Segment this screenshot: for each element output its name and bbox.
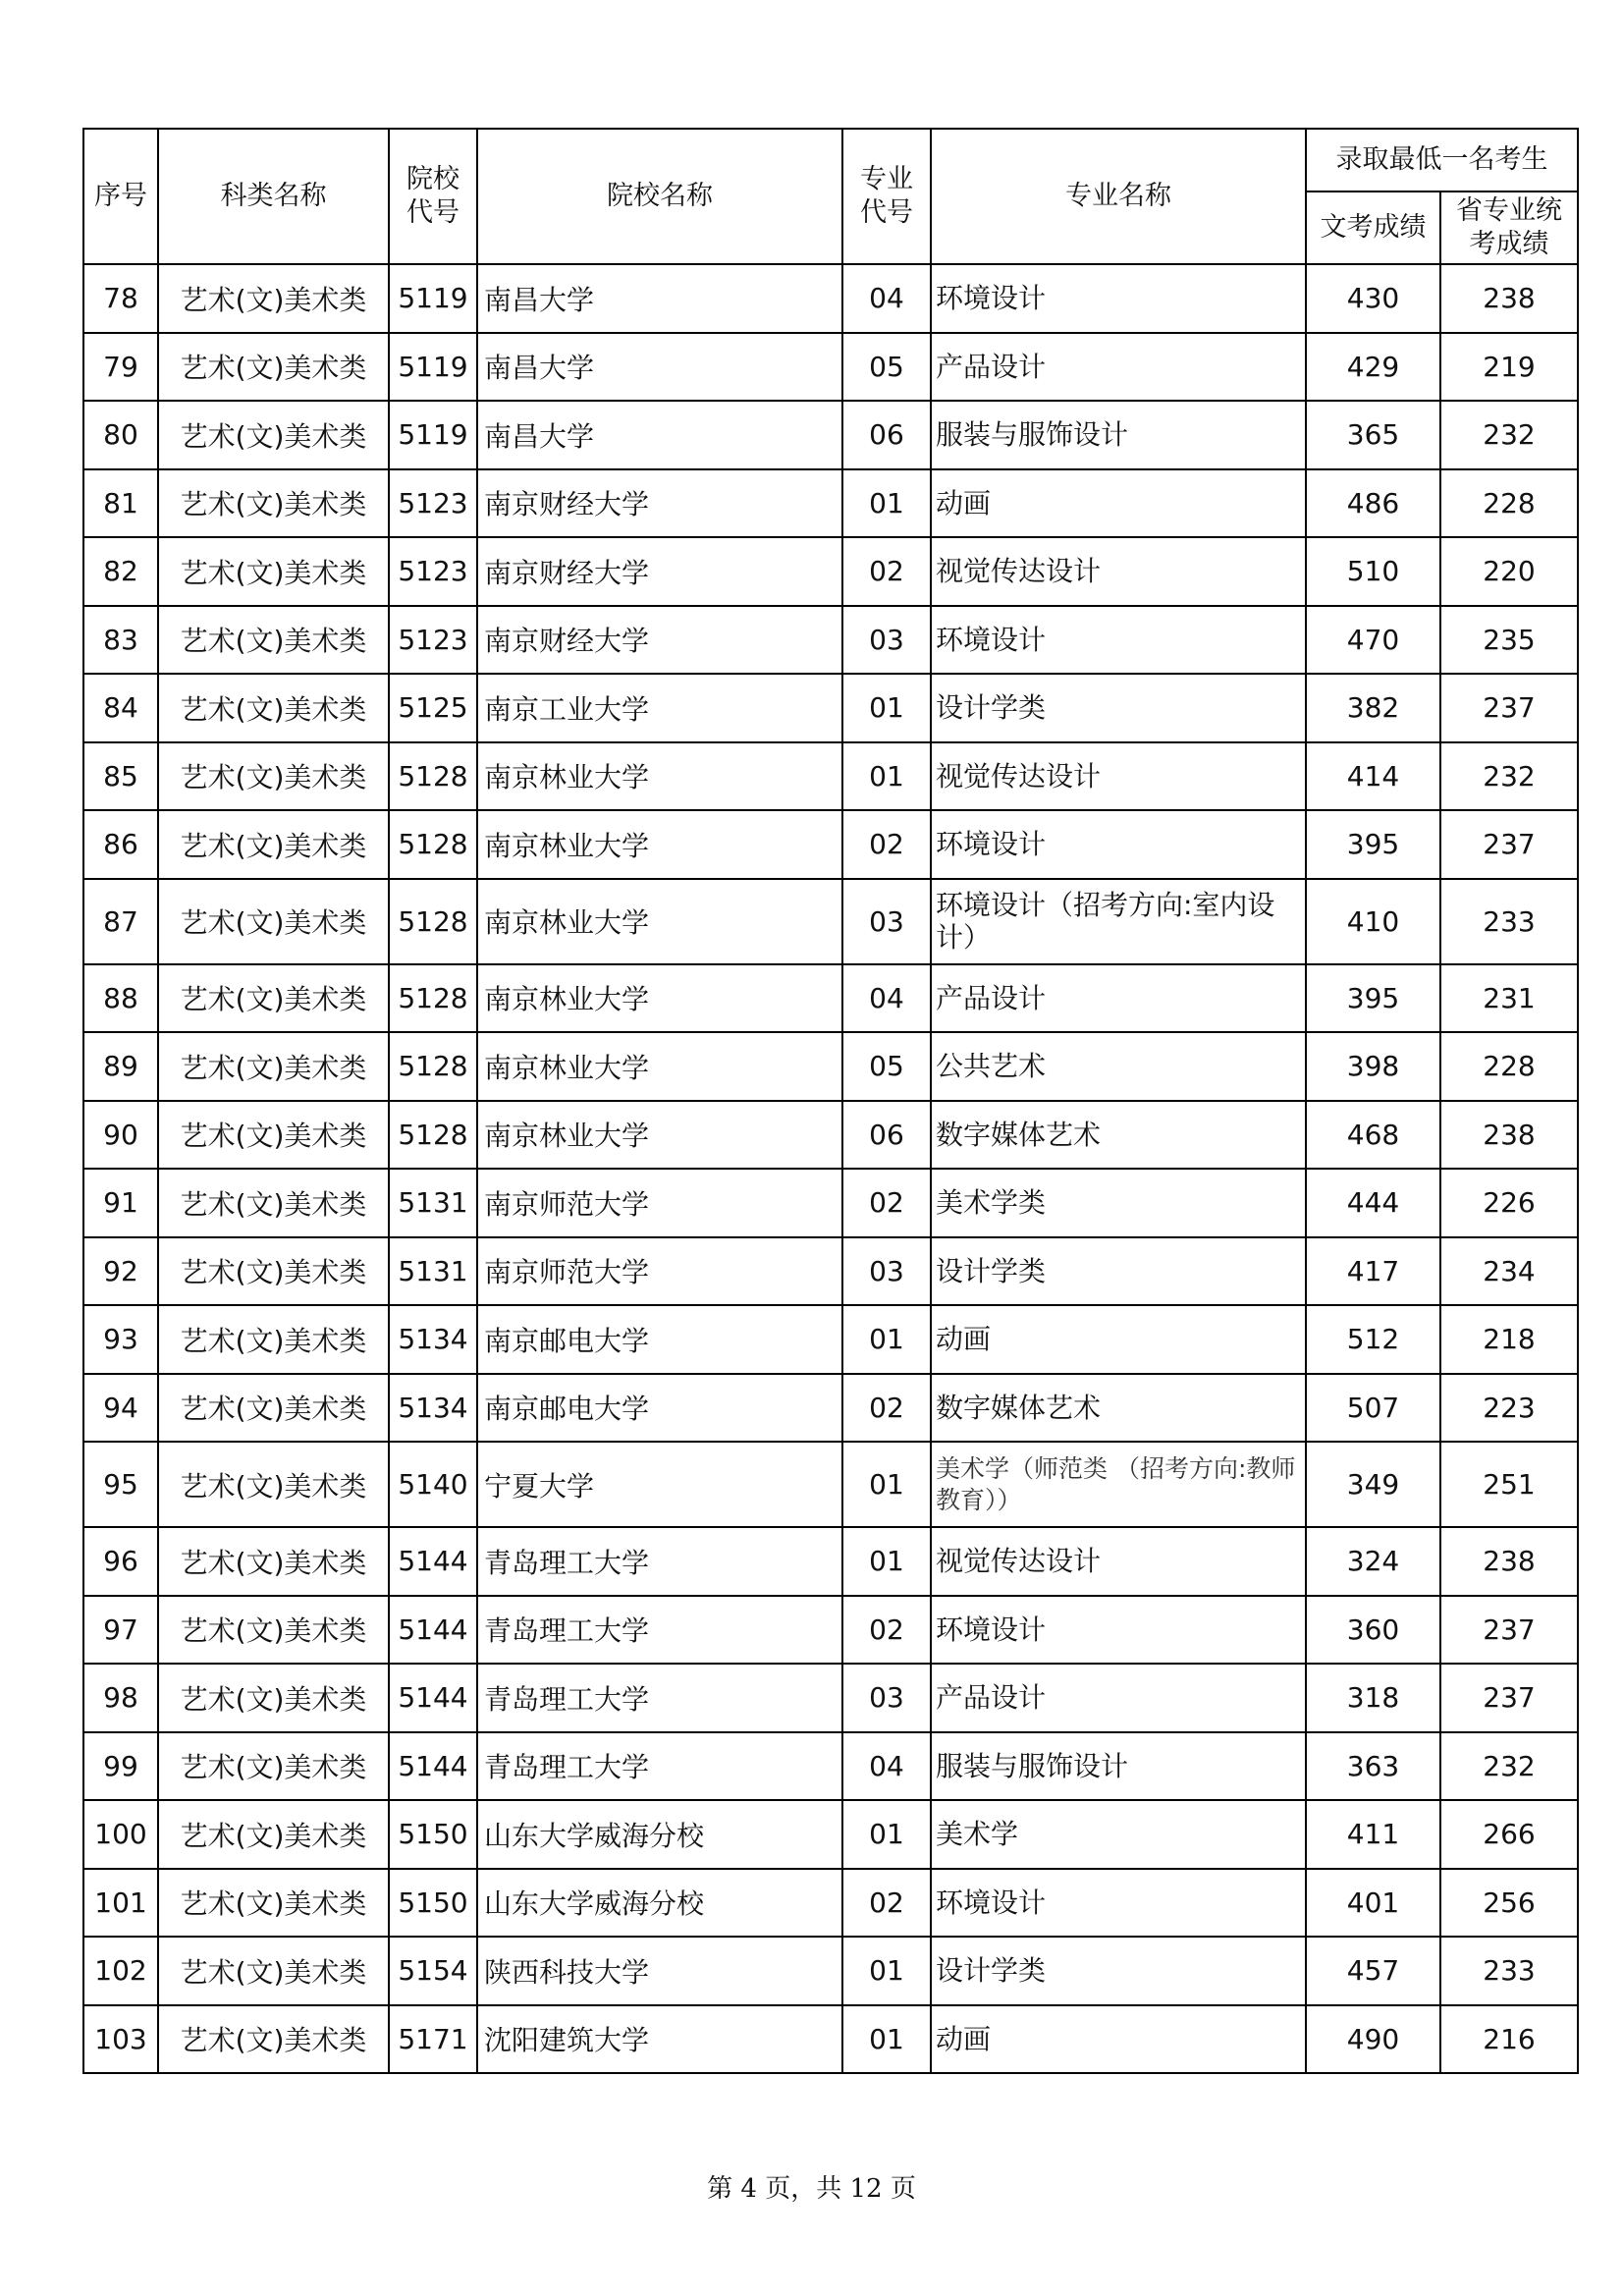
category-cell: 艺术(文)美术类: [158, 674, 389, 742]
province-score-cell: 219: [1440, 333, 1578, 402]
category-cell: 艺术(文)美术类: [158, 264, 389, 333]
table-body: [83, 264, 1578, 2073]
school-code-cell: 5150: [389, 1800, 477, 1869]
major-name-cell: 动画: [931, 1305, 1306, 1374]
table-row: [83, 964, 1578, 1033]
province-score-cell: 266: [1440, 1800, 1578, 1869]
province-score-cell: 237: [1440, 810, 1578, 879]
table-row: [83, 1032, 1578, 1101]
major-name-cell: 环境设计: [931, 606, 1306, 675]
seq-cell: 78: [83, 264, 158, 333]
province-score-cell: 251: [1440, 1442, 1578, 1527]
header-school-code: 院校 代号: [389, 129, 477, 264]
school-code-cell: 5128: [389, 964, 477, 1033]
culture-score-cell: 398: [1306, 1032, 1440, 1101]
table-row: [83, 1374, 1578, 1443]
major-code-cell: 02: [842, 1374, 931, 1443]
seq-cell: 90: [83, 1101, 158, 1170]
table-row: [83, 1527, 1578, 1596]
culture-score-cell: 417: [1306, 1237, 1440, 1306]
table-row: [83, 1664, 1578, 1732]
province-score-cell: 231: [1440, 964, 1578, 1033]
school-code-cell: 5119: [389, 333, 477, 402]
school-code-cell: 5128: [389, 742, 477, 811]
school-code-cell: 5134: [389, 1374, 477, 1443]
category-cell: 艺术(文)美术类: [158, 1869, 389, 1938]
province-score-cell: 218: [1440, 1305, 1578, 1374]
table-row: [83, 1442, 1578, 1527]
category-cell: 艺术(文)美术类: [158, 1169, 389, 1237]
major-name-cell: 数字媒体艺术: [931, 1101, 1306, 1170]
major-code-cell: 04: [842, 264, 931, 333]
province-score-cell: 228: [1440, 469, 1578, 538]
culture-score-cell: 414: [1306, 742, 1440, 811]
province-score-cell: 234: [1440, 1237, 1578, 1306]
seq-cell: 85: [83, 742, 158, 811]
seq-cell: 102: [83, 1937, 158, 2005]
school-code-cell: 5154: [389, 1937, 477, 2005]
major-code-cell: 04: [842, 1732, 931, 1801]
school-code-cell: 5119: [389, 401, 477, 469]
major-code-cell: 03: [842, 1237, 931, 1306]
culture-score-cell: 411: [1306, 1800, 1440, 1869]
category-cell: 艺术(文)美术类: [158, 1374, 389, 1443]
seq-cell: 103: [83, 2005, 158, 2074]
school-code-cell: 5134: [389, 1305, 477, 1374]
province-score-cell: 232: [1440, 1732, 1578, 1801]
culture-score-cell: 490: [1306, 2005, 1440, 2074]
school-code-cell: 5144: [389, 1732, 477, 1801]
province-score-cell: 238: [1440, 1101, 1578, 1170]
province-score-cell: 233: [1440, 1937, 1578, 2005]
category-cell: 艺术(文)美术类: [158, 1101, 389, 1170]
major-name-cell: 美术学: [931, 1800, 1306, 1869]
major-name-cell: 环境设计: [931, 1869, 1306, 1938]
table-row: [83, 1237, 1578, 1306]
admission-table-container: [82, 128, 1577, 2074]
culture-score-cell: 410: [1306, 879, 1440, 964]
major-name-cell: 产品设计: [931, 333, 1306, 402]
major-code-cell: 05: [842, 333, 931, 402]
province-score-cell: 232: [1440, 401, 1578, 469]
table-row: [83, 333, 1578, 402]
header-lowest-admitted-group: 录取最低一名考生: [1306, 129, 1578, 191]
school-code-cell: 5144: [389, 1664, 477, 1732]
culture-score-cell: 429: [1306, 333, 1440, 402]
culture-score-cell: 365: [1306, 401, 1440, 469]
seq-cell: 100: [83, 1800, 158, 1869]
school-name-cell: 青岛理工大学: [477, 1664, 842, 1732]
table-row: [83, 742, 1578, 811]
seq-cell: 93: [83, 1305, 158, 1374]
category-cell: 艺术(文)美术类: [158, 1305, 389, 1374]
school-name-cell: 青岛理工大学: [477, 1527, 842, 1596]
province-score-cell: 256: [1440, 1869, 1578, 1938]
school-code-cell: 5123: [389, 537, 477, 606]
major-name-cell: 设计学类: [931, 674, 1306, 742]
seq-cell: 81: [83, 469, 158, 538]
category-cell: 艺术(文)美术类: [158, 1442, 389, 1527]
category-cell: 艺术(文)美术类: [158, 1664, 389, 1732]
culture-score-cell: 395: [1306, 810, 1440, 879]
seq-cell: 84: [83, 674, 158, 742]
seq-cell: 88: [83, 964, 158, 1033]
school-name-cell: 沈阳建筑大学: [477, 2005, 842, 2074]
header-province-score: 省专业统 考成绩: [1440, 191, 1578, 264]
seq-cell: 97: [83, 1596, 158, 1665]
page-footer: 第 4 页，共 12 页: [707, 2174, 916, 2204]
culture-score-cell: 382: [1306, 674, 1440, 742]
school-name-cell: 南昌大学: [477, 401, 842, 469]
table-row: [83, 606, 1578, 675]
culture-score-cell: 395: [1306, 964, 1440, 1033]
school-name-cell: 南京林业大学: [477, 1032, 842, 1101]
major-code-cell: 03: [842, 606, 931, 675]
major-name-cell: 环境设计: [931, 1596, 1306, 1665]
school-code-cell: 5171: [389, 2005, 477, 2074]
school-name-cell: 青岛理工大学: [477, 1732, 842, 1801]
culture-score-cell: 430: [1306, 264, 1440, 333]
school-name-cell: 南京财经大学: [477, 537, 842, 606]
school-code-cell: 5125: [389, 674, 477, 742]
major-name-cell: 视觉传达设计: [931, 742, 1306, 811]
school-code-cell: 5123: [389, 606, 477, 675]
table-row: [83, 1937, 1578, 2005]
province-score-cell: 216: [1440, 2005, 1578, 2074]
table-row: [83, 1732, 1578, 1801]
school-code-cell: 5140: [389, 1442, 477, 1527]
major-code-cell: 04: [842, 964, 931, 1033]
category-cell: 艺术(文)美术类: [158, 606, 389, 675]
header-culture-score: 文考成绩: [1306, 191, 1440, 264]
major-code-cell: 02: [842, 1869, 931, 1938]
table-row: [83, 401, 1578, 469]
major-code-cell: 02: [842, 1169, 931, 1237]
school-name-cell: 南京林业大学: [477, 879, 842, 964]
header-school-name: 院校名称: [477, 129, 842, 264]
school-name-cell: 南京师范大学: [477, 1169, 842, 1237]
table-row: [83, 1305, 1578, 1374]
category-cell: 艺术(文)美术类: [158, 401, 389, 469]
school-code-cell: 5119: [389, 264, 477, 333]
table-row: [83, 1596, 1578, 1665]
culture-score-cell: 324: [1306, 1527, 1440, 1596]
major-name-cell: 公共艺术: [931, 1032, 1306, 1101]
major-code-cell: 03: [842, 1664, 931, 1732]
table-row: [83, 674, 1578, 742]
table-row: [83, 1869, 1578, 1938]
category-cell: 艺术(文)美术类: [158, 2005, 389, 2074]
school-name-cell: 南京财经大学: [477, 606, 842, 675]
school-code-cell: 5128: [389, 810, 477, 879]
admission-score-table: [82, 128, 1579, 2074]
culture-score-cell: 486: [1306, 469, 1440, 538]
major-code-cell: 01: [842, 674, 931, 742]
school-code-cell: 5123: [389, 469, 477, 538]
major-code-cell: 01: [842, 1800, 931, 1869]
province-score-cell: 232: [1440, 742, 1578, 811]
category-cell: 艺术(文)美术类: [158, 333, 389, 402]
school-name-cell: 陕西科技大学: [477, 1937, 842, 2005]
table-header: [83, 129, 1578, 264]
seq-cell: 82: [83, 537, 158, 606]
header-seq: 序号: [83, 129, 158, 264]
category-cell: 艺术(文)美术类: [158, 1032, 389, 1101]
school-name-cell: 南京林业大学: [477, 810, 842, 879]
major-name-cell: 数字媒体艺术: [931, 1374, 1306, 1443]
major-code-cell: 01: [842, 1527, 931, 1596]
school-code-cell: 5144: [389, 1596, 477, 1665]
province-score-cell: 238: [1440, 264, 1578, 333]
category-cell: 艺术(文)美术类: [158, 1596, 389, 1665]
school-name-cell: 山东大学威海分校: [477, 1869, 842, 1938]
province-score-cell: 237: [1440, 1596, 1578, 1665]
school-name-cell: 宁夏大学: [477, 1442, 842, 1527]
category-cell: 艺术(文)美术类: [158, 1732, 389, 1801]
seq-cell: 96: [83, 1527, 158, 1596]
school-name-cell: 南京工业大学: [477, 674, 842, 742]
school-name-cell: 南京林业大学: [477, 964, 842, 1033]
school-code-cell: 5150: [389, 1869, 477, 1938]
culture-score-cell: 401: [1306, 1869, 1440, 1938]
province-score-cell: 237: [1440, 674, 1578, 742]
header-category: 科类名称: [158, 129, 389, 264]
major-name-cell: 产品设计: [931, 964, 1306, 1033]
province-score-cell: 233: [1440, 879, 1578, 964]
major-name-cell: 服装与服饰设计: [931, 401, 1306, 469]
category-cell: 艺术(文)美术类: [158, 879, 389, 964]
table-row: [83, 1101, 1578, 1170]
school-code-cell: 5144: [389, 1527, 477, 1596]
school-name-cell: 南京林业大学: [477, 1101, 842, 1170]
seq-cell: 80: [83, 401, 158, 469]
culture-score-cell: 318: [1306, 1664, 1440, 1732]
culture-score-cell: 349: [1306, 1442, 1440, 1527]
school-code-cell: 5131: [389, 1237, 477, 1306]
school-name-cell: 南京林业大学: [477, 742, 842, 811]
seq-cell: 95: [83, 1442, 158, 1527]
culture-score-cell: 470: [1306, 606, 1440, 675]
school-code-cell: 5131: [389, 1169, 477, 1237]
table-row: [83, 879, 1578, 964]
province-score-cell: 235: [1440, 606, 1578, 675]
major-code-cell: 01: [842, 1937, 931, 2005]
province-score-cell: 223: [1440, 1374, 1578, 1443]
school-name-cell: 南昌大学: [477, 264, 842, 333]
school-name-cell: 南昌大学: [477, 333, 842, 402]
major-code-cell: 01: [842, 469, 931, 538]
major-name-cell: 设计学类: [931, 1237, 1306, 1306]
category-cell: 艺术(文)美术类: [158, 964, 389, 1033]
table-row: [83, 264, 1578, 333]
major-name-cell: 视觉传达设计: [931, 1527, 1306, 1596]
school-name-cell: 山东大学威海分校: [477, 1800, 842, 1869]
seq-cell: 98: [83, 1664, 158, 1732]
category-cell: 艺术(文)美术类: [158, 1937, 389, 2005]
major-code-cell: 01: [842, 742, 931, 811]
culture-score-cell: 512: [1306, 1305, 1440, 1374]
category-cell: 艺术(文)美术类: [158, 469, 389, 538]
major-code-cell: 02: [842, 810, 931, 879]
school-name-cell: 南京邮电大学: [477, 1374, 842, 1443]
header-major-code: 专业 代号: [842, 129, 931, 264]
major-code-cell: 06: [842, 401, 931, 469]
school-code-cell: 5128: [389, 879, 477, 964]
major-code-cell: 01: [842, 1305, 931, 1374]
province-score-cell: 237: [1440, 1664, 1578, 1732]
table-row: [83, 537, 1578, 606]
seq-cell: 87: [83, 879, 158, 964]
category-cell: 艺术(文)美术类: [158, 742, 389, 811]
major-name-cell: 动画: [931, 2005, 1306, 2074]
major-code-cell: 05: [842, 1032, 931, 1101]
table-row: [83, 810, 1578, 879]
major-name-cell: 美术学（师范类 （招考方向:教师教育））: [931, 1442, 1306, 1527]
table-row: [83, 2005, 1578, 2074]
category-cell: 艺术(文)美术类: [158, 1800, 389, 1869]
culture-score-cell: 468: [1306, 1101, 1440, 1170]
school-name-cell: 青岛理工大学: [477, 1596, 842, 1665]
seq-cell: 89: [83, 1032, 158, 1101]
major-name-cell: 视觉传达设计: [931, 537, 1306, 606]
major-name-cell: 环境设计（招考方向:室内设计）: [931, 879, 1306, 964]
table-row: [83, 1169, 1578, 1237]
major-name-cell: 产品设计: [931, 1664, 1306, 1732]
major-code-cell: 03: [842, 879, 931, 964]
culture-score-cell: 444: [1306, 1169, 1440, 1237]
major-code-cell: 01: [842, 2005, 931, 2074]
seq-cell: 79: [83, 333, 158, 402]
header-major-name: 专业名称: [931, 129, 1306, 264]
seq-cell: 91: [83, 1169, 158, 1237]
table-row: [83, 1800, 1578, 1869]
seq-cell: 92: [83, 1237, 158, 1306]
major-code-cell: 01: [842, 1442, 931, 1527]
major-name-cell: 环境设计: [931, 264, 1306, 333]
major-code-cell: 06: [842, 1101, 931, 1170]
seq-cell: 94: [83, 1374, 158, 1443]
major-code-cell: 02: [842, 1596, 931, 1665]
seq-cell: 86: [83, 810, 158, 879]
seq-cell: 99: [83, 1732, 158, 1801]
school-code-cell: 5128: [389, 1101, 477, 1170]
major-name-cell: 服装与服饰设计: [931, 1732, 1306, 1801]
school-name-cell: 南京财经大学: [477, 469, 842, 538]
culture-score-cell: 360: [1306, 1596, 1440, 1665]
major-name-cell: 环境设计: [931, 810, 1306, 879]
category-cell: 艺术(文)美术类: [158, 810, 389, 879]
culture-score-cell: 507: [1306, 1374, 1440, 1443]
school-code-cell: 5128: [389, 1032, 477, 1101]
major-name-cell: 动画: [931, 469, 1306, 538]
seq-cell: 83: [83, 606, 158, 675]
province-score-cell: 220: [1440, 537, 1578, 606]
category-cell: 艺术(文)美术类: [158, 1237, 389, 1306]
table-row: [83, 469, 1578, 538]
school-name-cell: 南京邮电大学: [477, 1305, 842, 1374]
culture-score-cell: 363: [1306, 1732, 1440, 1801]
school-name-cell: 南京师范大学: [477, 1237, 842, 1306]
province-score-cell: 226: [1440, 1169, 1578, 1237]
category-cell: 艺术(文)美术类: [158, 537, 389, 606]
major-code-cell: 02: [842, 537, 931, 606]
major-name-cell: 美术学类: [931, 1169, 1306, 1237]
category-cell: 艺术(文)美术类: [158, 1527, 389, 1596]
culture-score-cell: 457: [1306, 1937, 1440, 2005]
province-score-cell: 228: [1440, 1032, 1578, 1101]
major-name-cell: 设计学类: [931, 1937, 1306, 2005]
province-score-cell: 238: [1440, 1527, 1578, 1596]
seq-cell: 101: [83, 1869, 158, 1938]
culture-score-cell: 510: [1306, 537, 1440, 606]
